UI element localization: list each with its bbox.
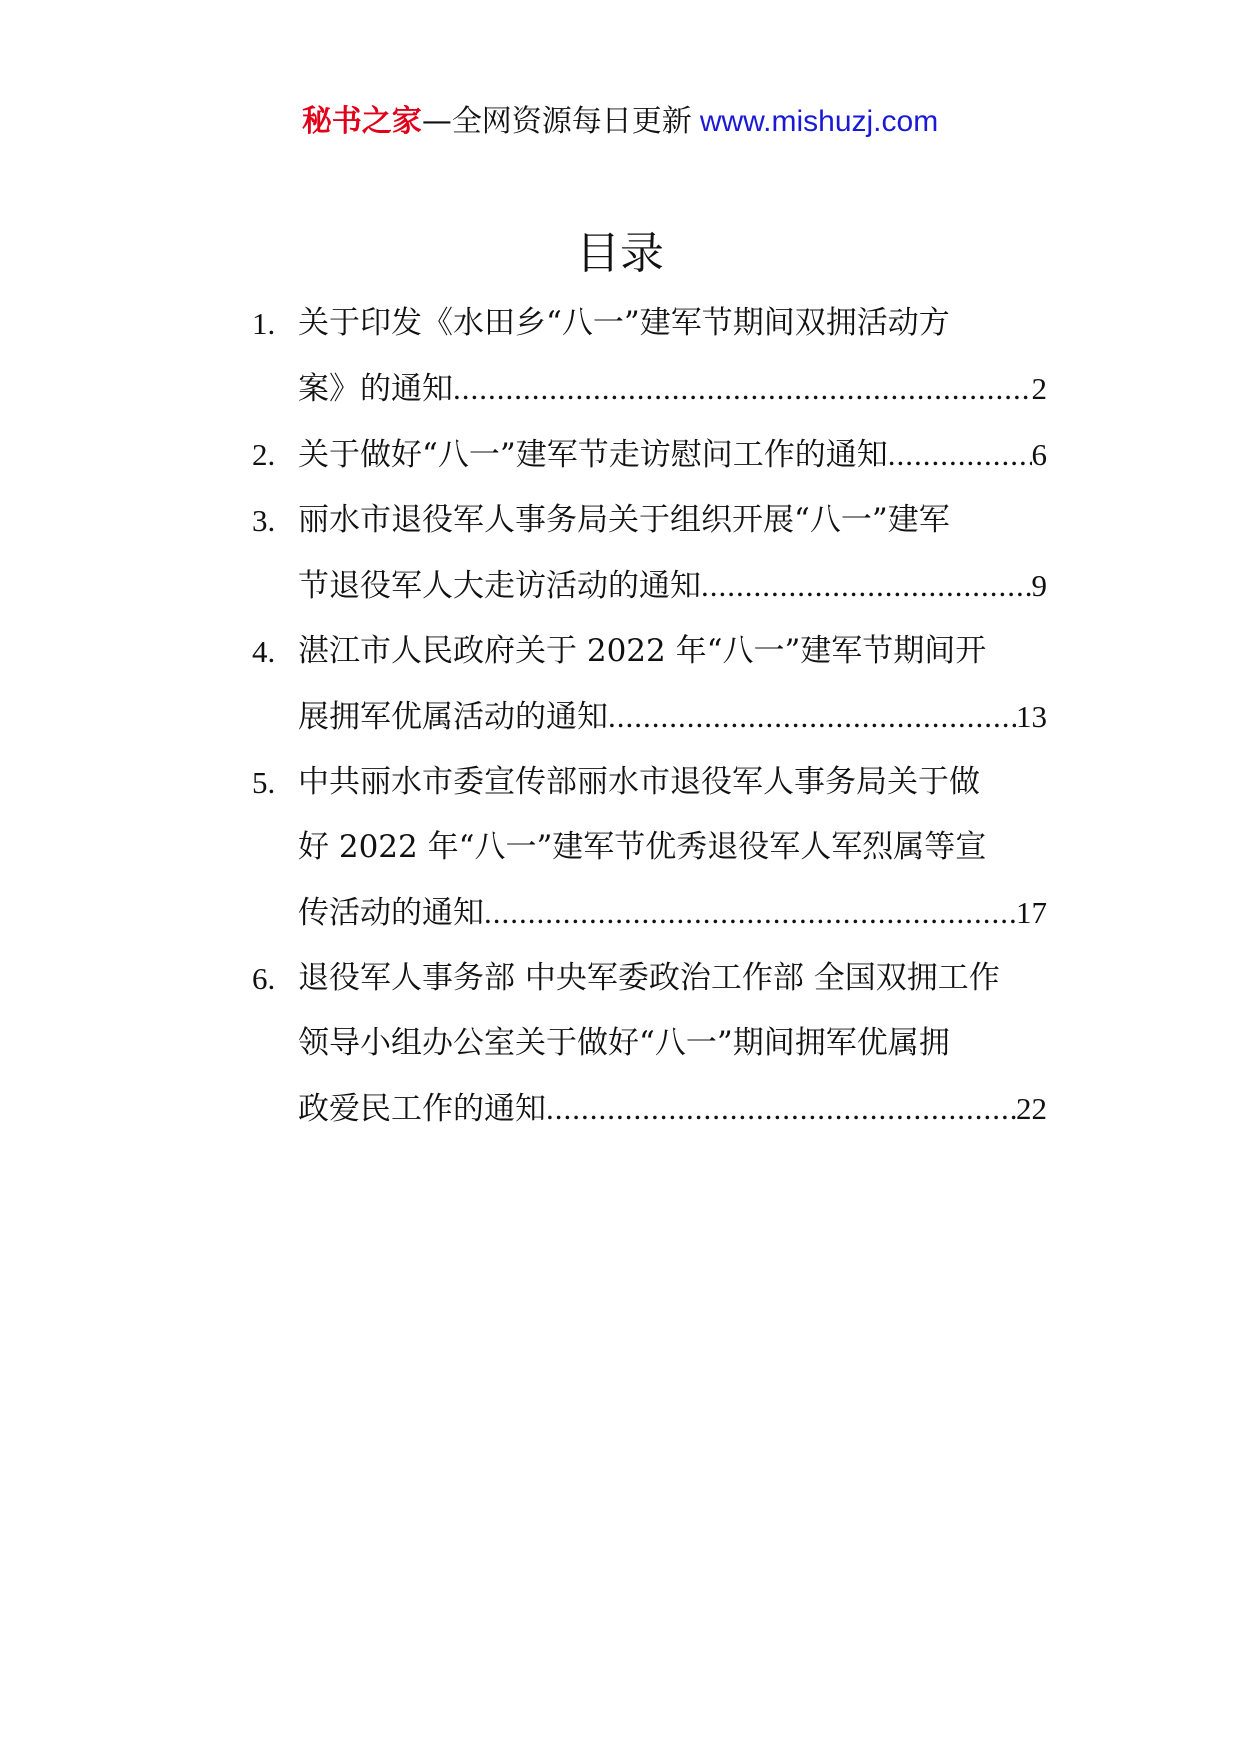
toc-entry-title — [298, 946, 1047, 1142]
toc-page-number: 2 — [1031, 371, 1047, 406]
toc-entry-last-line — [298, 684, 1047, 750]
header-tagline: —全网资源每日更新 — [421, 104, 692, 139]
toc-entry-title-line: 退役军人事务部 中央军委政治工作部 全国双拥工作 — [298, 960, 1000, 996]
toc-dot-leader — [888, 422, 1032, 487]
toc-entry-title-end: 展拥军优属活动的通知 — [298, 699, 608, 735]
toc-entry-title-line: 领导小组办公室关于做好“八一”期间拥军优属拥 — [298, 1025, 950, 1061]
toc-entry-last-line — [298, 422, 1047, 488]
table-of-contents — [252, 291, 1047, 1142]
toc-dot-leader — [453, 356, 1032, 421]
toc-page-number: 6 — [1031, 437, 1047, 472]
toc-entry-last-line — [298, 880, 1047, 946]
toc-entry-title — [298, 291, 1047, 422]
toc-entry-title — [298, 619, 1047, 750]
page-title: 目录 — [576, 228, 664, 279]
toc-entry[interactable] — [252, 422, 1047, 488]
toc-entry-title-end: 节退役军人大走访活动的通知 — [298, 568, 701, 604]
toc-page-number: 9 — [1031, 568, 1047, 603]
toc-entry-title — [298, 750, 1047, 946]
toc-entry-title-line: 湛江市人民政府关于 2022 年“八一”建军节期间开 — [298, 633, 987, 669]
toc-dot-leader — [701, 553, 1032, 618]
toc-entry-number: 4. — [252, 634, 276, 669]
toc-entry-title-line: 关于印发《水田乡“八一”建军节期间双拥活动方 — [298, 305, 950, 341]
toc-entry[interactable] — [252, 619, 1047, 750]
toc-entry-last-line — [298, 1076, 1047, 1142]
toc-entry-number: 2. — [252, 437, 276, 472]
toc-entry-title — [298, 422, 1047, 488]
toc-page-number: 17 — [1016, 895, 1047, 930]
toc-entry-title-line: 中共丽水市委宣传部丽水市退役军人事务局关于做 — [298, 764, 980, 800]
toc-entry-number: 5. — [252, 765, 276, 800]
toc-entry-number: 1. — [252, 306, 276, 341]
brand-name: 秘书之家 — [301, 104, 422, 139]
toc-entry[interactable] — [252, 488, 1047, 619]
toc-page-number: 22 — [1016, 1091, 1047, 1126]
toc-entry-title — [298, 488, 1047, 619]
toc-dot-leader — [484, 880, 1016, 945]
toc-entry[interactable] — [252, 946, 1047, 1142]
toc-entry-title-end: 政爱民工作的通知 — [298, 1091, 546, 1127]
toc-entry[interactable] — [252, 291, 1047, 422]
toc-entry-title-line: 好 2022 年“八一”建军节优秀退役军人军烈属等宣 — [298, 829, 987, 865]
toc-entry-last-line — [298, 553, 1047, 619]
toc-page-number: 13 — [1016, 699, 1047, 734]
toc-entry-title-end: 传活动的通知 — [298, 895, 484, 931]
toc-entry-number: 6. — [252, 961, 276, 996]
toc-entry-number: 3. — [252, 503, 276, 538]
toc-entry-title-end: 案》的通知 — [298, 371, 453, 407]
toc-entry-last-line — [298, 356, 1047, 422]
site-url-link[interactable]: www.mishuzj.com — [699, 105, 939, 138]
toc-dot-leader — [546, 1076, 1016, 1141]
toc-entry[interactable] — [252, 750, 1047, 946]
toc-entry-title-line: 丽水市退役军人事务局关于组织开展“八一”建军 — [298, 502, 950, 538]
page-header — [0, 102, 1240, 142]
toc-dot-leader — [608, 684, 1016, 749]
toc-entry-title-end: 关于做好“八一”建军节走访慰问工作的通知 — [298, 437, 888, 473]
